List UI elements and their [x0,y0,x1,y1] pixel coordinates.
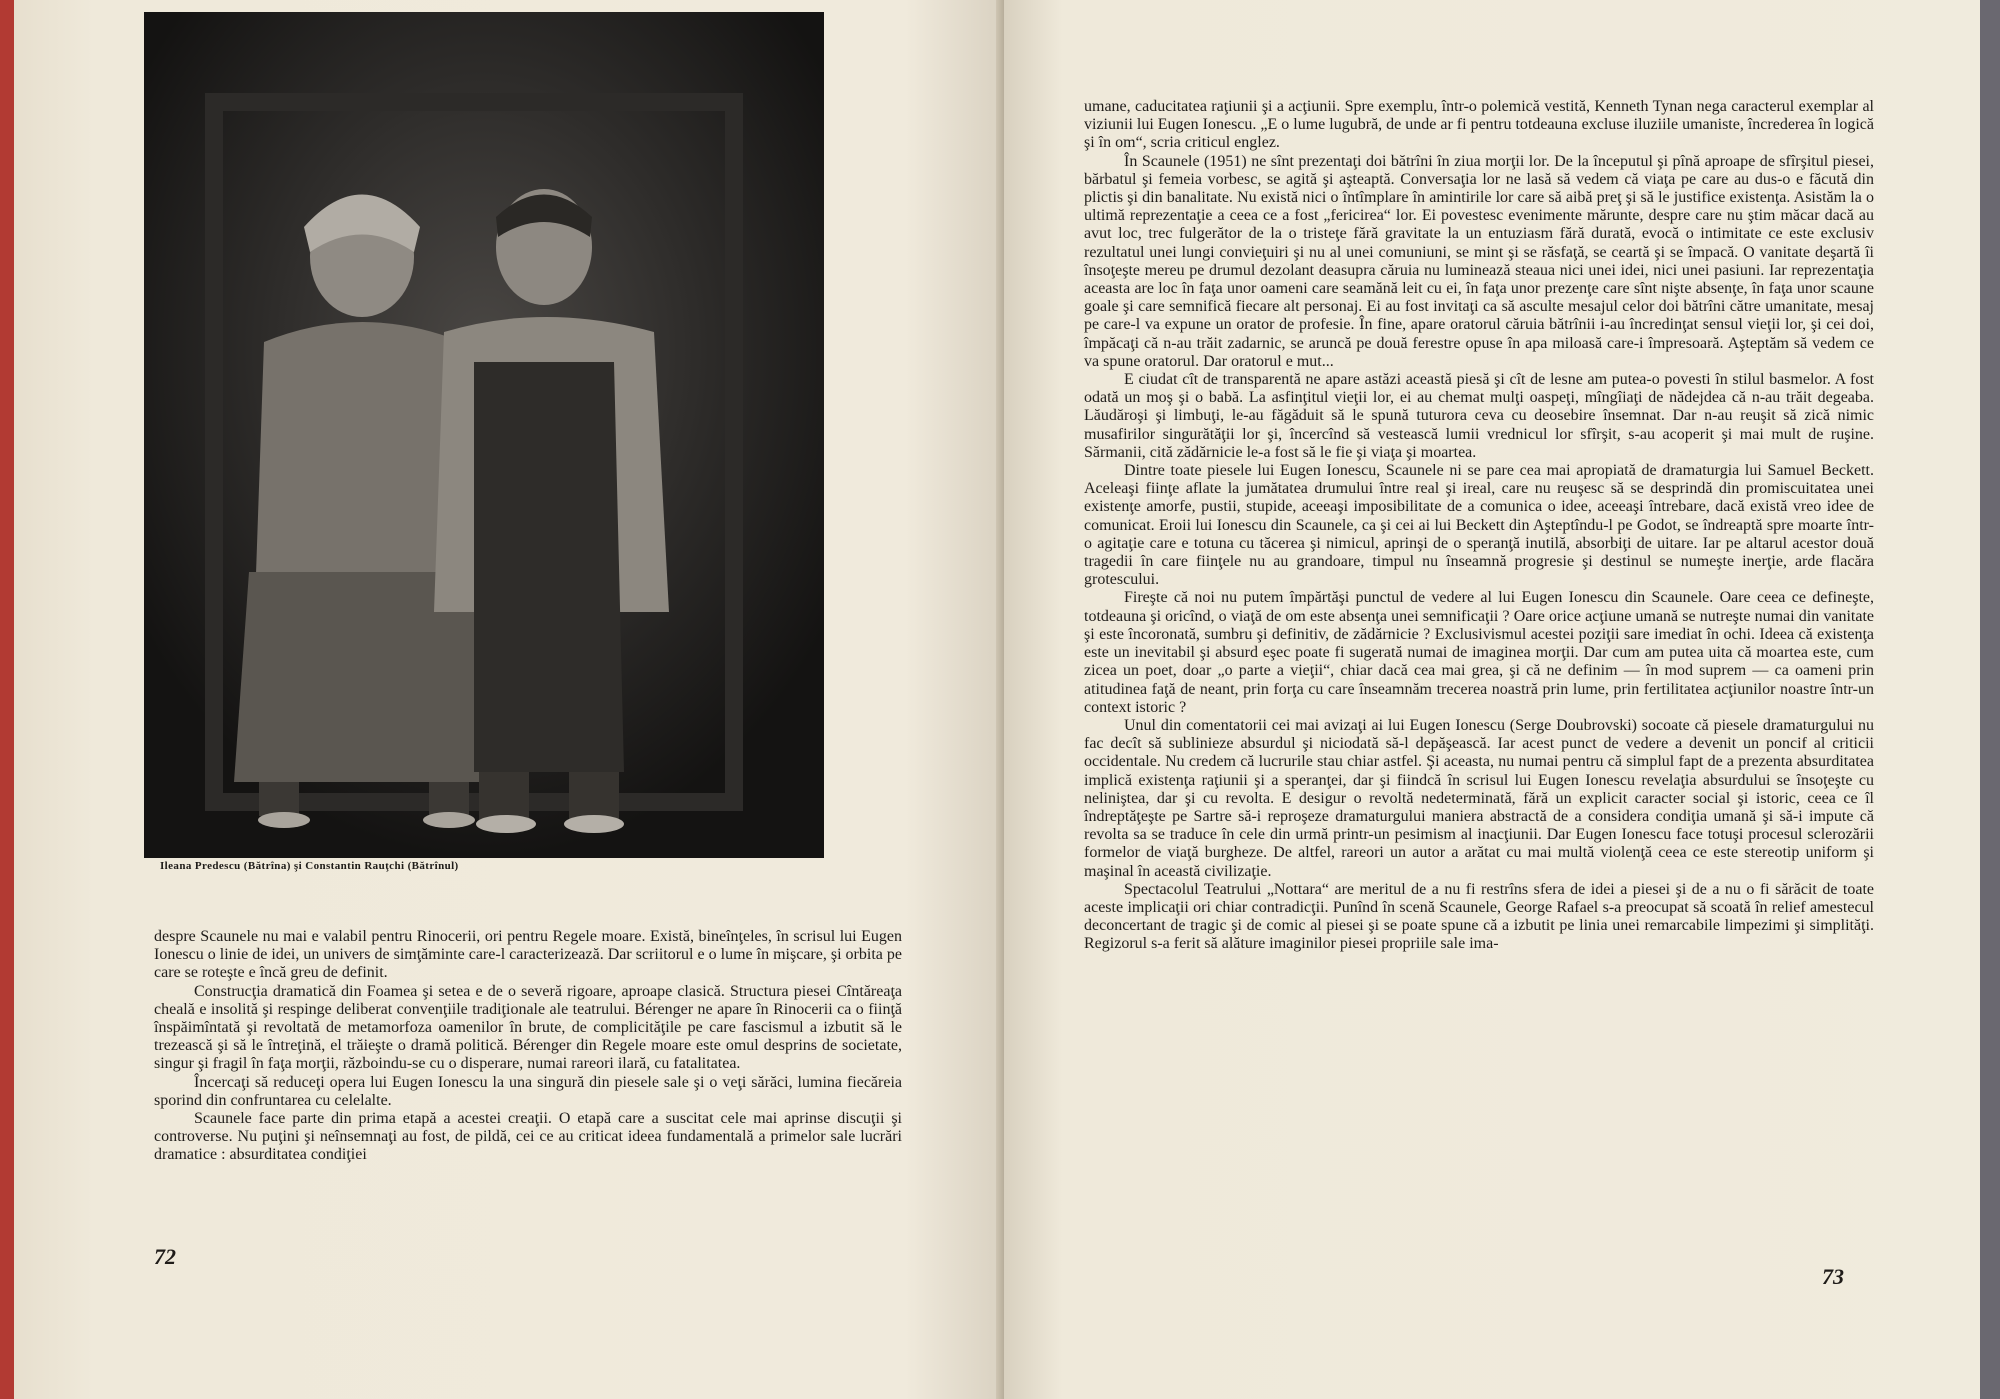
paragraph: În Scaunele (1951) ne sînt prezentaţi doi bătrîni în ziua morţii lor. De la începutul şi pînă aproape de sfîrşitul piesei, bărbatul şi femeia vorbesc, se agită şi aşteaptă. Conversaţia lor ne lasă să vedem că viaţa pe care au dus-o e făcută din plictis şi din banalitate. Nu există nici o întîmplare în amintirile lor care să aibă preţ şi să le justifice existenţa. Asistăm la o ultimă reprezentaţie a ceea ce a fost „fericirea“ lor. Ei povestesc evenimente mărunte, despre care nu ştim măcar dacă au avut loc, trec fulgerător de la o tristeţe fără gravitate la un entuziasm fără durată, evocă o intimitate ce este exclusiv rezultatul unei lungi convieţuiri şi nu al unei comuniuni, se mint şi se răsfaţă, se ceartă şi se împacă. O vanitate deşartă îi însoţeşte mereu pe drumul dezolant deasupra căruia nu luminează steaua nici unei idei, nici unei pasiuni. Iar reprezentaţia aceasta are loc în faţa unor oameni care seamănă leit cu ei, în faţa unor prezenţe care sînt nişte absenţe, în faţa unor scaune goale şi care semnifică fiecare alt personaj. Ei au fost invitaţi ca să asculte mesajul celor doi bătrîni către umanitate, mesaj pe care-l va expune un orator de profesie. În fine, apare oratorul căruia bătrînii i-au încredinţat sensul vieţii lor, şi cei doi, împăcaţi că n-au trăit zadarnic, se aruncă pe două ferestre opuse în apa miloasă care-i împresoară. Aşteptăm să vedem ce va spune oratorul. Dar oratorul e mut... [1084,152,1874,370]
right-page [1004,0,1980,1399]
paragraph: despre Scaunele nu mai e valabil pentru Rinocerii, ori pentru Regele moare. Există, bineînţeles, în scrisul lui Eugen Ionescu o linie de idei, un univers de simţăminte care-l caracterizează. Dar scriitorul e o lume în mişcare, şi orbita pe care se roteşte e încă greu de definit. [154,928,902,982]
left-page [14,0,1004,1399]
page-number-right: 73 [1822,1264,1844,1289]
book-cover-right-edge [1978,0,2000,1399]
paragraph: Încercaţi să reduceţi opera lui Eugen Ionescu la una singură din piesele sale şi o veţi sărăci, lumina fiecăreia sporind din confruntarea cu celelalte. [154,1073,902,1109]
paragraph: E ciudat cît de transparentă ne apare astăzi această piesă şi cît de lesne am putea-o povesti în stilul basmelor. A fost odată un moş şi o babă. La asfinţitul vieţii lor, ei au chemat mulţi oaspeţi, mîngîiaţi de nădejdea că n-au trăit degeaba. Lăudăroşi şi limbuţi, le-au făgăduit să le spună tuturora ceva cu deosebire însemnat. Dar n-au reuşit să zică nimic musafirilor singurătăţii lor şi, încercînd să vestească lumii vrednicul lor sfîrşit, s-au acoperit şi mai mult de ruşine. Sărmanii, cită zădărnicie le-a fost să le fie şi viaţa şi moartea. [1084,371,1874,461]
paragraph: umane, caducitatea raţiunii şi a acţiunii. Spre exemplu, într-o polemică vestită, Kenneth Tynan nega caracterul exemplar al viziunii lui Eugen Ionescu. „E o lume lugubră, de unde ar fi pentru totdeauna excluse iluziile umaniste, încrederea în logică şi în om“, scria criticul englez. [1084,98,1874,152]
stage-photograph [144,12,824,858]
paragraph: Spectacolul Teatrului „Nottara“ are meritul de a nu fi restrîns sfera de idei a piesei şi de a nu o fi sărăcit de toate aceste implicaţii ori chiar contradicţii. Punînd în scenă Scaunele, George Rafael s-a preocupat să scoată în relief amestecul deconcertant de tragic şi de comic al piesei şi se poate spune că a izbutit pe linia unei remarcabile limpezimi şi simplităţi. Regizorul s-a ferit să alăture imaginilor piesei propriile sale ima- [1084,880,1874,953]
photo-caption: Ileana Predescu (Bătrîna) şi Constantin Rauţchi (Bătrînul) [160,860,459,872]
photo-figures-illustration [144,12,824,858]
paragraph: Dintre toate piesele lui Eugen Ionescu, Scaunele ni se pare cea mai apropiată de dramaturgia lui Samuel Beckett. Aceleaşi fiinţe aflate la jumătatea drumului între real şi ireal, care nu reuşesc să se desprindă din promiscuitatea unei existenţe amorfe, pustii, stupide, aceeaşi imposibilitate de a comunica o idee, aceeaşi întrebare, dacă există vreo idee de comunicat. Eroii lui Ionescu din Scaunele, ca şi cei ai lui Beckett din Aşteptîndu-l pe Godot, se îndreaptă spre moarte într-o agitaţie care e totuna cu tăcerea şi nimicul, aprinşi de o speranţă inutilă, absorbiţi de uitare. Iar pe altarul acestor două tragedii în care fiinţele nu au grandoare, timpul nu înseamnă progresie şi destinul se numeşte inerţie, arde flacăra grotescului. [1084,462,1874,589]
page-number-left: 72 [154,1244,176,1269]
paragraph: Construcţia dramatică din Foamea şi setea e de o severă rigoare, aproape clasică. Structura piesei Cîntăreaţa cheală e insolită şi respinge deliberat convenţiile tradiţionale ale teatrului. Bérenger ne apare în Rinocerii ca o fiinţă înspăimîntată şi revoltată de metamorfoza oamenilor în brute, de complicităţile pe care fascismul a izbutit să le trezească şi să le întreţină, el trăieşte o dramă politică. Bérenger din Regele moare este omul desprins de societate, singur şi fragil în faţa morţii, războindu-se cu o disperare, numai rareori ilară, cu fatalitatea. [154,982,902,1073]
paragraph: Scaunele face parte din prima etapă a acestei creaţii. O etapă care a suscitat cele mai aprinse discuţii şi controverse. Nu puţini şi neînsemnaţi au fost, de pildă, cei ce au criticat ideea fundamentală a primelor sale lucrări dramatice : absurditatea condiţiei [154,1110,902,1164]
right-page-text [1084,98,1874,954]
paragraph: Unul din comentatorii cei mai avizaţi ai lui Eugen Ionescu (Serge Doubrovski) socoate că piesele dramaturgului nu fac decît să sublinieze absurdul şi niciodată să-l depăşească. Iar acest punct de vedere a devenit un poncif al criticii occidentale. Nu credem că lucrurile stau chiar astfel. Şi aceasta, nu numai pentru că simplul fapt de a prezenta absurditatea implică existenţa raţiunii şi a speranţei, dar şi fiindcă în scrisul lui Eugen Ionescu revelaţia absurdului se însoţeşte cu neliniştea, dar şi cu revolta. E desigur o revoltă nedeterminată, fără un explicit caracter social şi istoric, ceea ce îl îndreptăţeşte pe Sartre să-i reproşeze dramaturgului maniera abstractă de a considera condiţia umană şi să-i impute că revolta sa se traduce în cele din urmă printr-un pesimism al inacţiunii. Dar Eugen Ionescu face totuşi procesul sclerozării formelor de viaţă burgheze. De altfel, rareori un autor a arătat cu mai multă violenţă ceea ce este stereotip uniform şi maşinal în această civilizaţie. [1084,716,1874,880]
paragraph: Fireşte că noi nu putem împărtăşi punctul de vedere al lui Eugen Ionescu din Scaunele. Oare ceea ce defineşte, totdeauna şi oricînd, o viaţă de om este absenţa unei semnificaţii ? Oare orice acţiune umană se nutreşte numai din vanitate şi este încoronată, sumbru şi definitiv, de zădărnicie ? Exclusivismul acestei poziţii sare imediat în ochi. Ideea că existenţa este un inevitabil şi absurd eşec poate fi sugerată numai de imaginea morţii. Dar cum am putea uita că moartea este, cum zicea un poet, doar „o parte a vieţii“, chiar dacă cea mai grea, şi că ne definim — în mod suprem — ca oameni prin atitudinea faţă de neant, prin forţa cu care înseamnăm trecerea noastră prin lume, prin fertilitatea acţiunilor noastre într-un context istoric ? [1084,589,1874,716]
left-page-text [154,928,902,1165]
